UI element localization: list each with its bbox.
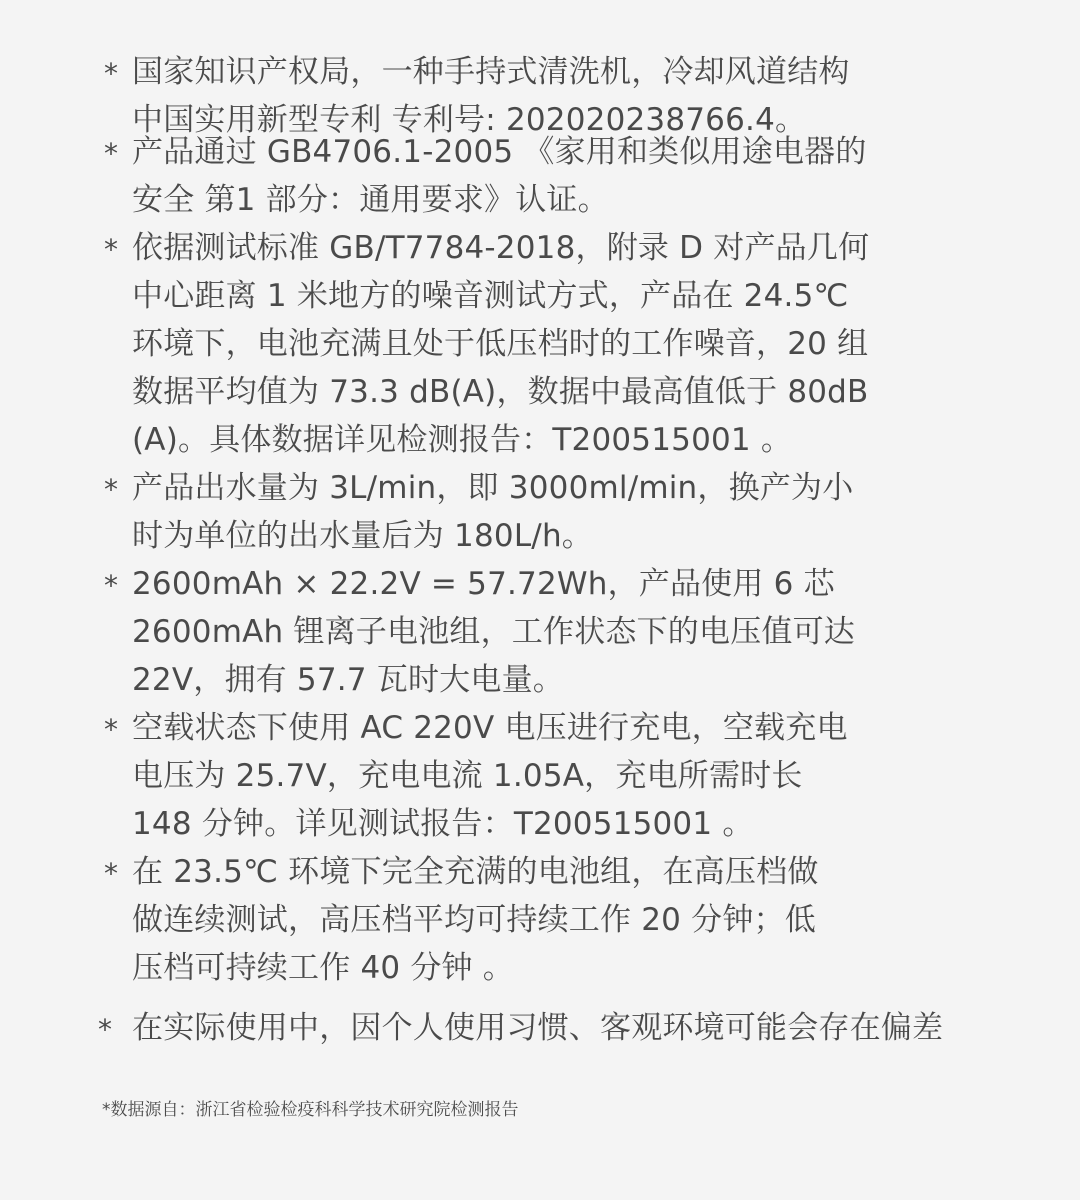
note-line: 148 分钟。详见测试报告：T200515001 。 — [132, 806, 754, 842]
note-line: 22V，拥有 57.7 瓦时大电量。 — [132, 662, 564, 698]
bullet-asterisk: * — [104, 569, 118, 602]
note-line: 中国实用新型专利 专利号: 202020238766.4。 — [132, 102, 807, 138]
note-line: (A)。具体数据详见检测报告：T200515001 。 — [132, 422, 793, 458]
bullet-asterisk: * — [104, 233, 118, 266]
bullet-asterisk: * — [98, 1013, 112, 1046]
note-line: 数据平均值为 73.3 dB(A)，数据中最高值低于 80dB — [132, 374, 869, 410]
bullet-asterisk: * — [104, 857, 118, 890]
note-line: 时为单位的出水量后为 180L/h。 — [132, 518, 593, 554]
note-line: 产品通过 GB4706.1-2005 《家用和类似用途电器的 — [132, 134, 867, 170]
note-line: 电压为 25.7V，充电电流 1.05A，充电所需时长 — [132, 758, 803, 794]
bullet-asterisk: * — [104, 713, 118, 746]
bullet-asterisk: * — [104, 57, 118, 90]
note-line: 在实际使用中，因个人使用习惯、客观环境可能会存在偏差 — [132, 1010, 944, 1046]
note-line: 做连续测试，高压档平均可持续工作 20 分钟；低 — [132, 902, 816, 938]
note-line: 中心距离 1 米地方的噪音测试方式，产品在 24.5℃ — [132, 278, 849, 314]
note-line: 2600mAh × 22.2V = 57.72Wh，产品使用 6 芯 — [132, 566, 835, 602]
note-line: 2600mAh 锂离子电池组，工作状态下的电压值可达 — [132, 614, 855, 650]
note-line: 空载状态下使用 AC 220V 电压进行充电，空载充电 — [132, 710, 848, 746]
note-line: 压档可持续工作 40 分钟 。 — [132, 950, 515, 986]
bullet-asterisk: * — [104, 473, 118, 506]
note-line: 依据测试标准 GB/T7784-2018，附录 D 对产品几何 — [132, 230, 870, 266]
note-line: 在 23.5℃ 环境下完全充满的电池组，在高压档做 — [132, 854, 819, 890]
bullet-asterisk: * — [104, 137, 118, 170]
note-line: 安全 第1 部分：通用要求》认证。 — [132, 182, 609, 218]
data-source-footnote: *数据源自：浙江省检验检疫科科学技术研究院检测报告 — [102, 1100, 519, 1120]
note-line: 产品出水量为 3L/min，即 3000ml/min，换产为小 — [132, 470, 854, 506]
note-line: 环境下，电池充满且处于低压档时的工作噪音，20 组 — [132, 326, 869, 362]
note-line: 国家知识产权局，一种手持式清洗机，冷却风道结构 — [132, 54, 850, 90]
